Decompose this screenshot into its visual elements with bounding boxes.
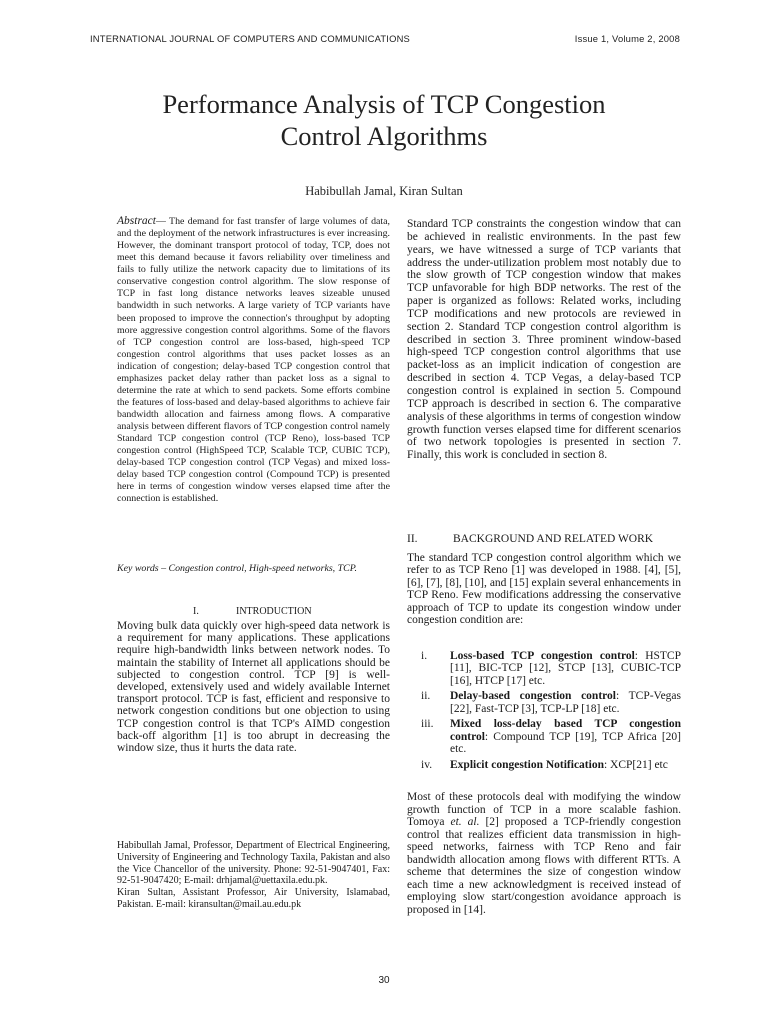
section-number: I.: [193, 606, 199, 617]
running-header: [90, 33, 680, 47]
list-detail: : XCP[21] etc: [603, 758, 668, 771]
list-term: Mixed loss-delay based TCP congestion control: [450, 718, 681, 743]
list-item: [407, 759, 681, 771]
author-footnote: [117, 840, 390, 911]
list-marker: iv.: [421, 758, 433, 771]
author-list: Habibullah Jamal, Kiran Sultan: [305, 184, 463, 198]
list-marker: i.: [421, 650, 428, 662]
list-detail: : HSTCP [11], BIC-TCP [12], STCP [13], CUBIC-TCP [16], HTCP [17] etc.: [450, 650, 681, 687]
list-item: [407, 650, 681, 687]
list-item: [407, 718, 681, 755]
section-number: II.: [407, 533, 418, 545]
journal-name: INTERNATIONAL JOURNAL OF COMPUTERS AND COMMUNICATIONS: [90, 33, 410, 44]
paper-organization-text: Standard TCP constraints the congestion window that can be achieved in realistic environments. In the past few years, we have witnessed a surge of TCP variants that address the under-utilization problem most notably due to the slow growth of TCP congestion window that makes TCP unfavorable for high BDP networks. The rest of the paper is organized as follows: Related works, including TCP modifications and new protocols are reviewed in section 2. Standard TCP congestion control algorithm is described in section 3. Three prominent window-based high-speed TCP congestion control algorithms that use packet-loss as an implicit indication of congestion are described in section 4. TCP Vegas, a delay-based TCP congestion control is explained in section 5. Compound TCP approach is described in section 6. The comparative analysis of these algorithms in terms of congestion window growth function verses elapsed time for different scenarios of two network topologies is presented in section 7. Finally, this work is concluded in section 8.: [407, 218, 681, 462]
list-detail: : Compound TCP [19], TCP Africa [20] etc.: [450, 730, 681, 756]
abstract-text: The demand for fast transfer of large volumes of data, and the deployment of the network infrastructures is ever increasing. However, the dominant transport protocol of today, TCP, does not meet this demand because it favors reliability over timeliness and fails to fully utilize the network capacity due to limitations of its conservative congestion control algorithm. The slow response of TCP in fast long distance networks leaves sizeable unused bandwidth in such networks. A large variety of TCP variants have been proposed to improve the connection's throughput by adopting more aggressive congestion control algorithms. Some of the flavors of TCP congestion control are loss-based, high-speed TCP congestion control algorithms that uses packet losses as an indication of congestion; delay-based TCP congestion control that emphasizes packet delay rather than packet loss as a signal to determine the rate at which to send packets. Some efforts combine the features of loss-based and delay-based algorithms to achieve fair bandwidth allocation and fairness among flows. A comparative analysis between different flavors of TCP congestion control namely Standard TCP congestion control (TCP Reno), loss-based TCP congestion control (HighSpeed TCP, Scalable TCP, CUBIC TCP), delay-based TCP congestion control (TCP Vegas) and mixed loss-delay based TCP congestion control (Compound TCP) is presented here in terms of congestion window verses elapsed time after the connection is established.: [117, 216, 390, 505]
issue-info: Issue 1, Volume 2, 2008: [574, 33, 680, 44]
keywords: Key words – Congestion control, High-speed networks, TCP.: [117, 563, 357, 574]
list-term: Delay-based congestion control: [450, 690, 616, 703]
abstract: [117, 215, 390, 506]
paper-title-line2: Control Algorithms: [280, 121, 488, 151]
related-work-text: [407, 791, 681, 916]
introduction-text: Moving bulk data quickly over high-speed data network is a requirement for many applications. These applications require high-bandwidth links between network nodes. To maintain the stability of Internet all applications should be subjected to congestion control. TCP [9] is well-developed, extensively used and widely available Internet transport protocol. TCP is fast, efficient and responsive to network congestion conditions but one objection to using TCP congestion control is that TCP's AIMD congestion back-off algorithm [1] is too abrupt in decreasing the window size, thus it hurts the data rate.: [117, 620, 390, 755]
footnote-author2: Kiran Sultan, Assistant Professor, Air University, Islamabad, Pakistan. E-mail: kiransultan@mail.au.edu.pk: [117, 887, 390, 910]
section-title: BACKGROUND AND RELATED WORK: [453, 533, 654, 545]
list-term: Explicit congestion Notification: [450, 758, 604, 771]
section-heading-background: [407, 533, 681, 545]
paper-title: [100, 88, 668, 152]
list-marker: ii.: [421, 690, 431, 703]
related-work-text-part2: [2] proposed a TCP-friendly congestion control that realizes efficient data transmission in high-speed networks, fairness with TCP Reno and fair bandwidth allocation among flows with different RTTs. A scheme that determines the size of congestion window each time a new acknowledgment is received instead of employing slow start/congestion avoidance approach is proposed in [14].: [407, 816, 681, 916]
related-work-text-part1: Most of these protocols deal with modifying the window growth function of TCP in a more scalable fashion. Tomoya: [407, 791, 681, 828]
list-marker: iii.: [421, 718, 434, 731]
footnote-author1: Habibullah Jamal, Professor, Department of Electrical Engineering, University of Engineering and Technology Taxila, Pakistan and also the Vice Chancellor of the university. Phone: 92-51-9047401, Fax: 92-51-9047420; E-mail: drhjamal@uettaxila.edu.pk.: [117, 840, 390, 887]
paper-title-line1: Performance Analysis of TCP Congestion: [162, 89, 606, 119]
page-number: 30: [378, 975, 390, 986]
list-item: [407, 690, 681, 715]
list-detail: : TCP-Vegas [22], Fast-TCP [3], TCP-LP [18] etc.: [450, 690, 682, 715]
background-text: The standard TCP congestion control algorithm which we refer to as TCP Reno [1] was developed in 1988. [4], [5], [6], [7], [8], [10], and [15] explain several enhancements in TCP Reno. Few modifications addressing the conservative approach of TCP to update its congestion window under congestion condition are:: [407, 552, 681, 627]
protocol-list: [407, 650, 681, 774]
list-term: Loss-based TCP congestion control: [450, 650, 635, 662]
et-al: et. al.: [450, 816, 480, 828]
section-title: INTRODUCTION: [236, 606, 312, 617]
abstract-dash: —: [155, 216, 170, 227]
abstract-label: Abstract: [117, 215, 156, 227]
